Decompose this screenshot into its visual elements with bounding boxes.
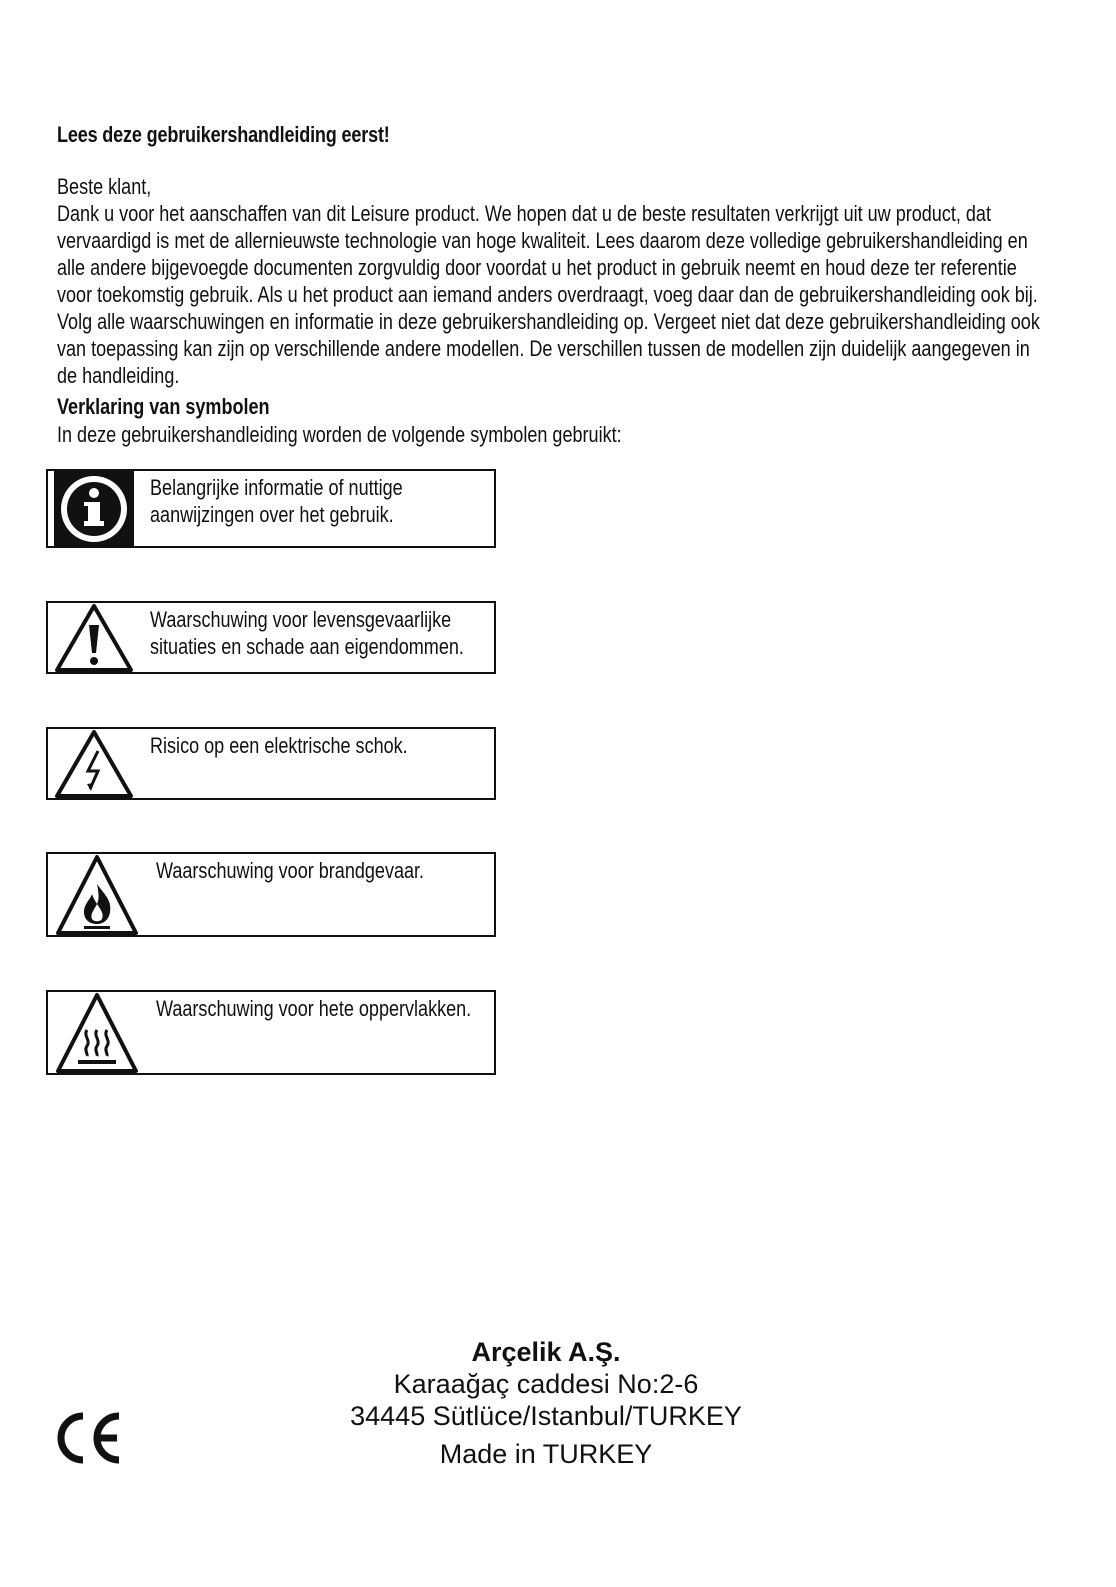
symbol-text-fire: Waarschuwing voor brandgevaar. [156, 858, 425, 883]
symbols-title: Verklaring van symbolen [57, 394, 270, 419]
greeting: Beste klant, [57, 174, 152, 199]
ce-mark-icon [55, 1412, 123, 1464]
symbols-subtitle: In deze gebruikershandleiding worden de volgende symbolen gebruikt: [57, 422, 622, 447]
made-in: Made in TURKEY [439, 1439, 653, 1469]
manufacturer-address [340, 1336, 752, 1470]
symbol-text-info: Belangrijke informatie of nuttige aanwijzingen over het gebruik. [150, 475, 403, 527]
intro-section [57, 173, 1049, 389]
symbol-box-electric [46, 727, 496, 800]
company-name: Arçelik A.Ş. [471, 1337, 621, 1367]
symbol-box-info [46, 469, 496, 548]
symbol-box-hot-surface [46, 990, 496, 1075]
street-address: Karaağaç caddesi No:2-6 [393, 1369, 699, 1399]
fire-hazard-icon [54, 854, 140, 936]
symbol-text-electric: Risico op een elektrische schok. [150, 733, 408, 758]
intro-body: Dank u voor het aanschaffen van dit Leisure product. We hopen dat u de beste resultaten verkrijgt uit uw product, dat vervaardigd is met de allernieuwste technologie van hoge kwaliteit. Lees daarom deze volledige gebruikershandleiding en alle andere bijgevoegde documenten zorgvuldig door voordat u het product in gebruik neemt en houd deze ter referentie voor toekomstig gebruik. Als u het product aan iemand anders overdraagt, voeg daar dan de gebruikershandleiding ook bij. Volg alle waarschuwingen en informatie in deze gebruikershandleiding op. Vergeet niet dat deze gebruikershandleiding ook van toepassing kan zijn op verschillende andere modellen. De verschillen tussen de modellen zijn duidelijk aangegeven in de handleiding. [57, 201, 1040, 388]
electric-shock-icon [54, 729, 134, 799]
info-icon [54, 471, 134, 546]
page-heading: Lees deze gebruikershandleiding eerst! [57, 122, 390, 147]
symbol-text-warning: Waarschuwing voor levensgevaarlijke situaties en schade aan eigendommen. [150, 607, 464, 659]
symbol-text-hot-surface: Waarschuwing voor hete oppervlakken. [156, 996, 472, 1021]
symbol-box-warning [46, 601, 496, 674]
city-address: 34445 Sütlüce/Istanbul/TURKEY [350, 1401, 742, 1431]
hot-surface-icon [54, 992, 140, 1074]
symbol-box-fire [46, 852, 496, 937]
warning-icon [54, 603, 134, 673]
